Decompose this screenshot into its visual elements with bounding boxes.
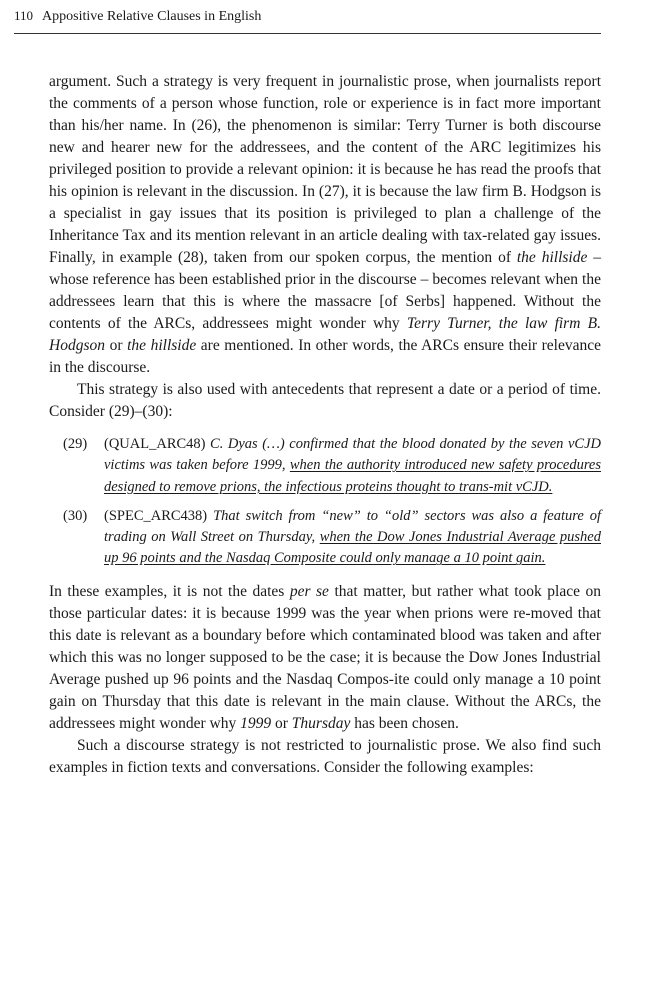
example-30 [49,506,601,570]
example-number: (29) [63,436,88,452]
example-29 [49,434,601,498]
italic-run: That switch from “new” to “old” sectors was also a feature of trading on Wall Street on Thursday, [104,507,601,546]
page-number: 110 [14,8,34,23]
running-header [14,6,601,34]
example-text [104,434,601,498]
italic-run: the hillside [516,249,588,266]
text-run: argument. Such a strategy is very frequent in journalistic prose, when journalists report the comments of a person whose function, role or experience is in fact more important than his/her name. In (26), the phenomenon is similar: Terry Turner is both discourse new and hearer new for the addressees, and the content of the ARC legitimizes his privileged position to provide a relevant opinion: it is because he has read the proofs that his opinion is relevant in the discussion. In (27), it is because the law firm B. Hodgson is a specialist in gay issues that its position is privileged to plan a challenge of the Inheritance Tax and its mention relevant in an article dealing with tax-related gay issues. Finally, in example (28), taken from our spoken corpus, the mention of [49,73,601,266]
italic-run: C. Dyas (…) confirmed that the blood donated by the seven vCJD victims was taken before 1999, [104,436,601,474]
corpus-code: (QUAL_ARC48) [104,436,211,452]
running-title: Appositive Relative Clauses in English [42,9,262,24]
italic-run: Thursday [291,714,351,732]
italic-run: the hillside [127,337,197,354]
example-text [104,506,601,570]
example-number: (30) [63,507,88,524]
underlined-arc: when the authority introduced new safety procedures designed to remove prions, the infectious proteins thought to trans-mit vCJD. [104,457,602,495]
paragraph-argument [49,71,601,379]
underlined-arc: when the Dow Jones Industrial Average pushed up 96 points and the Nasdaq Composite could only manage a 10 point gain. [104,529,601,567]
italic-run: per se [289,582,329,600]
text-run: that matter, but rather what took place on those particular dates: it is because 1999 was the year when prions were re-moved that this date is relevant as a boundary before which contaminated blood was taken and after which this was no longer supposed to be the case; it is because the Dow Jones Industrial Average pushed up 96 points and the Nasdaq Compos-ite could only manage a 10 point gain on Thursday that this date is relevant in the main clause. Without the ARCs, the addressees might wonder why [49,582,601,732]
italic-run: 1999 [240,714,272,732]
text-run: has been chosen. [350,714,459,732]
text-run: In these examples, it is not the dates [49,582,290,600]
paragraph-examples-discussion [49,581,601,735]
text-run: – whose reference has been established prior in the discourse – becomes relevant when the addressees learn that this is where the massacre [of Serbs] happened. Without the contents of the ARCs, addressees might wonder why [49,249,601,332]
text-run: or [104,337,128,354]
paragraph-discourse-strategy: Such a discourse strategy is not restricted to journalistic prose. We also find such examples in fiction texts and conversations. Consider the following examples: [49,736,601,776]
text-run: or [271,714,292,732]
text-run: are mentioned. In other words, the ARCs ensure their relevance in the discourse. [49,337,601,376]
corpus-code: (SPEC_ARC438) [104,507,214,524]
page-body [49,71,601,779]
paragraph-date-strategy: This strategy is also used with antecedents that represent a date or a period of time. Consider (29)–(30): [49,381,601,420]
italic-run: Terry Turner, the law firm B. Hodgson [49,315,601,354]
